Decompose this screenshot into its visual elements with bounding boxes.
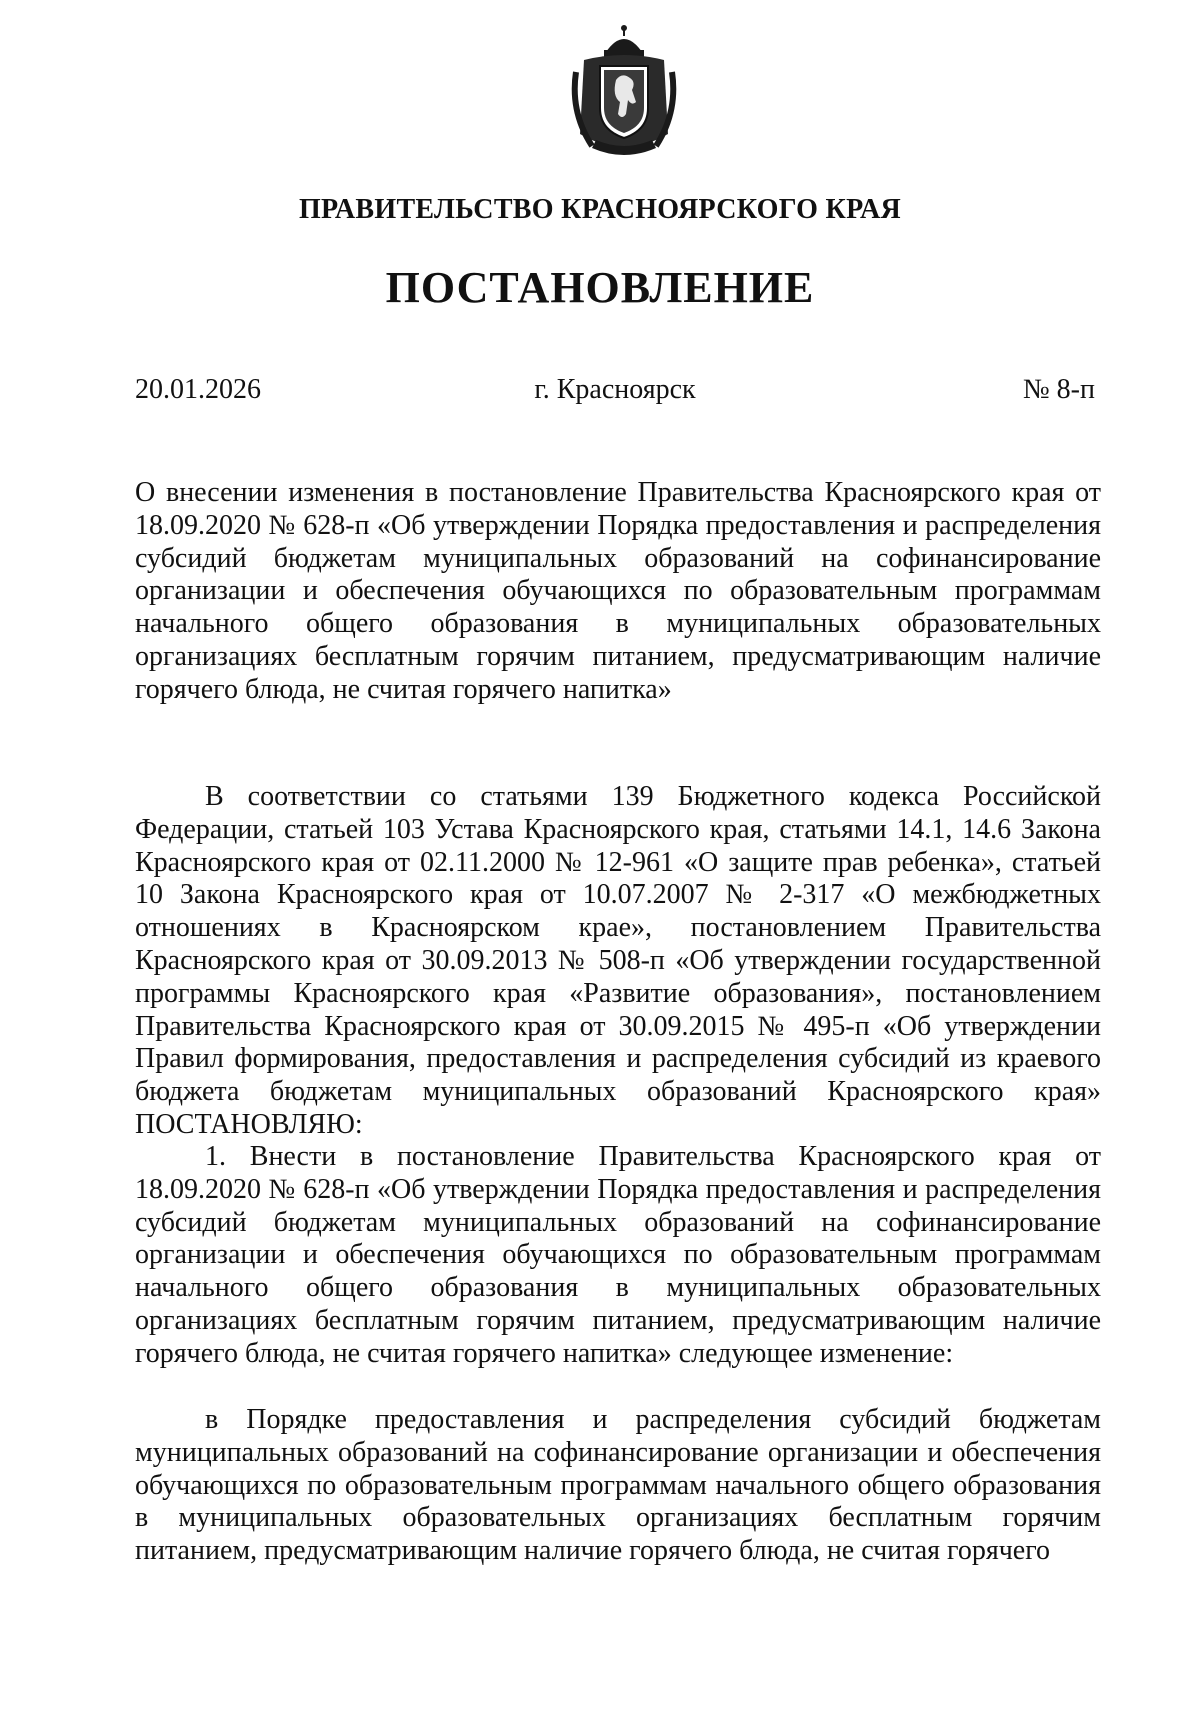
preamble-paragraph <box>135 781 1101 1142</box>
coat-of-arms-icon <box>566 22 682 162</box>
document-subject <box>135 477 1101 707</box>
clause-1-text: 1. Внести в постановление Правительства Красноярского края от 18.09.2020 № 628-п «Об утверждении Порядка предоставления и распределения субсидий бюджетам муниципальных образований на софинансирование организации и обеспечения обучающихся по образовательным программам начального общего образования в муниципальных образовательных организациях бесплатным горячим питанием, предусматривающим наличие горячего блюда, не считая горячего напитка» следующее изменение: <box>135 1141 1101 1369</box>
document-date: 20.01.2026 <box>135 374 261 405</box>
subject-text: О внесении изменения в постановление Правительства Красноярского края от 18.09.2020 № 628-п «Об утверждении Порядка предоставления и распределения субсидий бюджетам муниципальных образований на софинансирование организации и обеспечения обучающихся по образовательным программам начального общего образования в муниципальных образовательных организациях бесплатным горячим питанием, предусматривающим наличие горячего блюда, не считая горячего напитка» <box>135 477 1101 705</box>
clause-amendment-paragraph <box>135 1404 1101 1568</box>
government-title: ПРАВИТЕЛЬСТВО КРАСНОЯРСКОГО КРАЯ <box>298 194 902 225</box>
document-type-title: ПОСТАНОВЛЕНИЕ <box>385 263 815 312</box>
document-number: № 8-п <box>1022 374 1095 405</box>
clause-amendment-text: в Порядке предоставления и распределения субсидий бюджетам муниципальных образований на софинансирование организации и обеспечения обучающихся по образовательным программам начального общего образования в муниципальных образовательных организациях бесплатным горячим питанием, предусматривающим наличие горячего блюда, не считая горячего <box>135 1404 1101 1567</box>
clause-1-paragraph <box>135 1141 1101 1371</box>
preamble-text: В соответствии со статьями 139 Бюджетного кодекса Российской Федерации, статьей 103 Устава Красноярского края, статьями 14.1, 14.6 Закона Красноярского края от 02.11.2000 № 12-961 «О защите прав ребенка», статьей 10 Закона Красноярского края от 10.07.2007 № 2-317 «О межбюджетных отношениях в Красноярском крае», постановлением Правительства Красноярского края от 30.09.2013 № 508-п «Об утверждении государственной программы Красноярского края «Развитие образования», постановлением Правительства Красноярского края от 30.09.2015 № 495-п «Об утверждении Правил формирования, предоставления и распределения субсидий из краевого бюджета бюджетам муниципальных образований Красноярского края» ПОСТАНОВЛЯЮ: <box>135 781 1101 1140</box>
document-city: г. Красноярск <box>534 374 696 405</box>
document-meta-row <box>135 374 1095 414</box>
